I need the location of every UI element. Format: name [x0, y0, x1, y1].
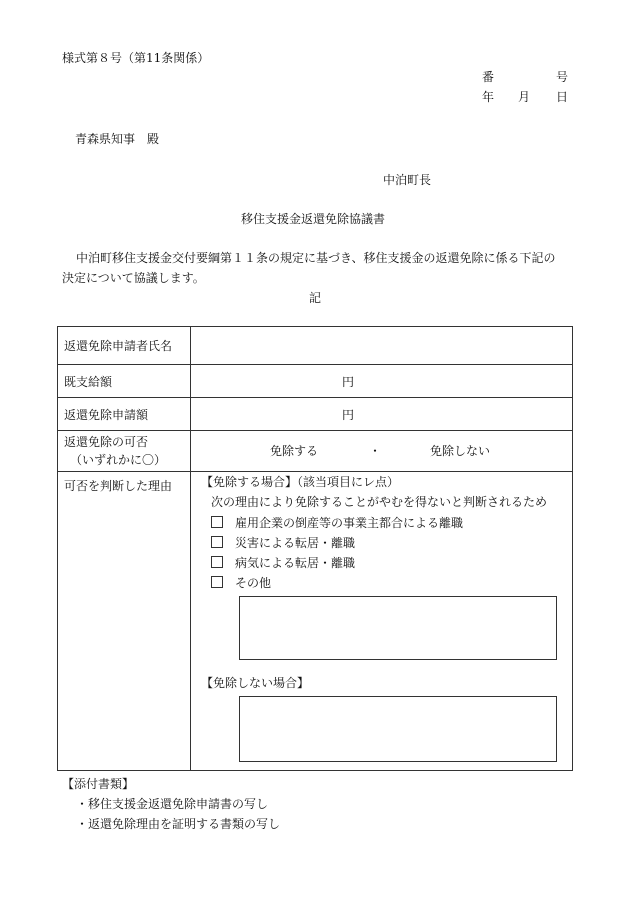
checkbox-icon[interactable] — [211, 556, 223, 568]
form-number: 様式第８号（第11条関係） — [62, 51, 210, 65]
applicant-row — [58, 327, 573, 365]
decision-label-line-2: （いずれかに〇） — [70, 453, 167, 467]
paid-unit: 円 — [342, 375, 355, 389]
reason-item[interactable] — [211, 576, 271, 589]
checkbox-icon[interactable] — [211, 516, 223, 528]
attachment-item: ・移住支援金返還免除申請書の写し — [76, 797, 269, 811]
addressee: 青森県知事 殿 — [75, 132, 160, 146]
reason-item-label: その他 — [235, 576, 272, 590]
sender: 中泊町長 — [383, 173, 432, 187]
request-amount-field[interactable] — [191, 398, 573, 431]
decision-label-line-1: 返還免除の可否 — [64, 435, 149, 449]
reason-row — [58, 472, 573, 771]
decision-row — [58, 431, 573, 472]
reason-item-label: 災害による転居・離職 — [235, 536, 356, 550]
reason-item-label: 病気による転居・離職 — [235, 556, 356, 570]
paid-amount-field[interactable] — [191, 365, 573, 398]
body-line-1: 中泊町移住支援金交付要綱第１１条の規定に基づき、移住支援金の返還免除に係る下記の — [76, 251, 556, 265]
option-not-exempt[interactable]: 免除しない — [430, 444, 491, 458]
checkbox-icon[interactable] — [211, 576, 223, 588]
reason-cell — [191, 472, 573, 771]
reason-item[interactable] — [211, 556, 355, 569]
checkbox-icon[interactable] — [211, 536, 223, 548]
ki-mark: 記 — [309, 291, 322, 305]
date-month: 月 — [518, 90, 531, 104]
reason-content — [199, 472, 572, 770]
decision-options — [191, 431, 573, 472]
request-unit: 円 — [342, 408, 355, 422]
exempt-case-heading: 【免除する場合】（該当項目にレ点） — [201, 475, 400, 489]
request-label: 返還免除申請額 — [58, 398, 191, 431]
applicant-value[interactable] — [191, 327, 573, 365]
number-suffix: 号 — [556, 70, 569, 84]
date-day: 日 — [556, 90, 569, 104]
other-reason-box[interactable] — [239, 596, 557, 660]
document-title: 移住支援金返還免除協議書 — [241, 212, 386, 226]
body-line-2: 決定について協議します。 — [62, 271, 205, 285]
date-year: 年 — [482, 90, 495, 104]
not-exempt-heading: 【免除しない場合】 — [201, 676, 310, 690]
option-separator: ・ — [369, 444, 382, 458]
paid-label: 既支給額 — [58, 365, 191, 398]
decision-label — [58, 431, 191, 472]
form-table — [57, 326, 573, 771]
reason-item[interactable] — [211, 536, 355, 549]
attachment-item: ・返還免除理由を証明する書類の写し — [76, 817, 281, 831]
paid-row — [58, 365, 573, 398]
not-exempt-reason-box[interactable] — [239, 696, 557, 762]
reason-item-label: 雇用企業の倒産等の事業主都合による離職 — [235, 516, 464, 530]
request-row — [58, 398, 573, 431]
reason-label: 可否を判断した理由 — [58, 472, 191, 771]
applicant-label: 返還免除申請者氏名 — [58, 327, 191, 365]
attachments-heading: 【添付書類】 — [62, 777, 135, 791]
reason-item[interactable] — [211, 516, 463, 529]
exempt-case-intro: 次の理由により免除することがやむを得ないと判断されるため — [211, 495, 548, 509]
option-exempt[interactable]: 免除する — [270, 444, 319, 458]
number-label: 番 — [482, 70, 495, 84]
